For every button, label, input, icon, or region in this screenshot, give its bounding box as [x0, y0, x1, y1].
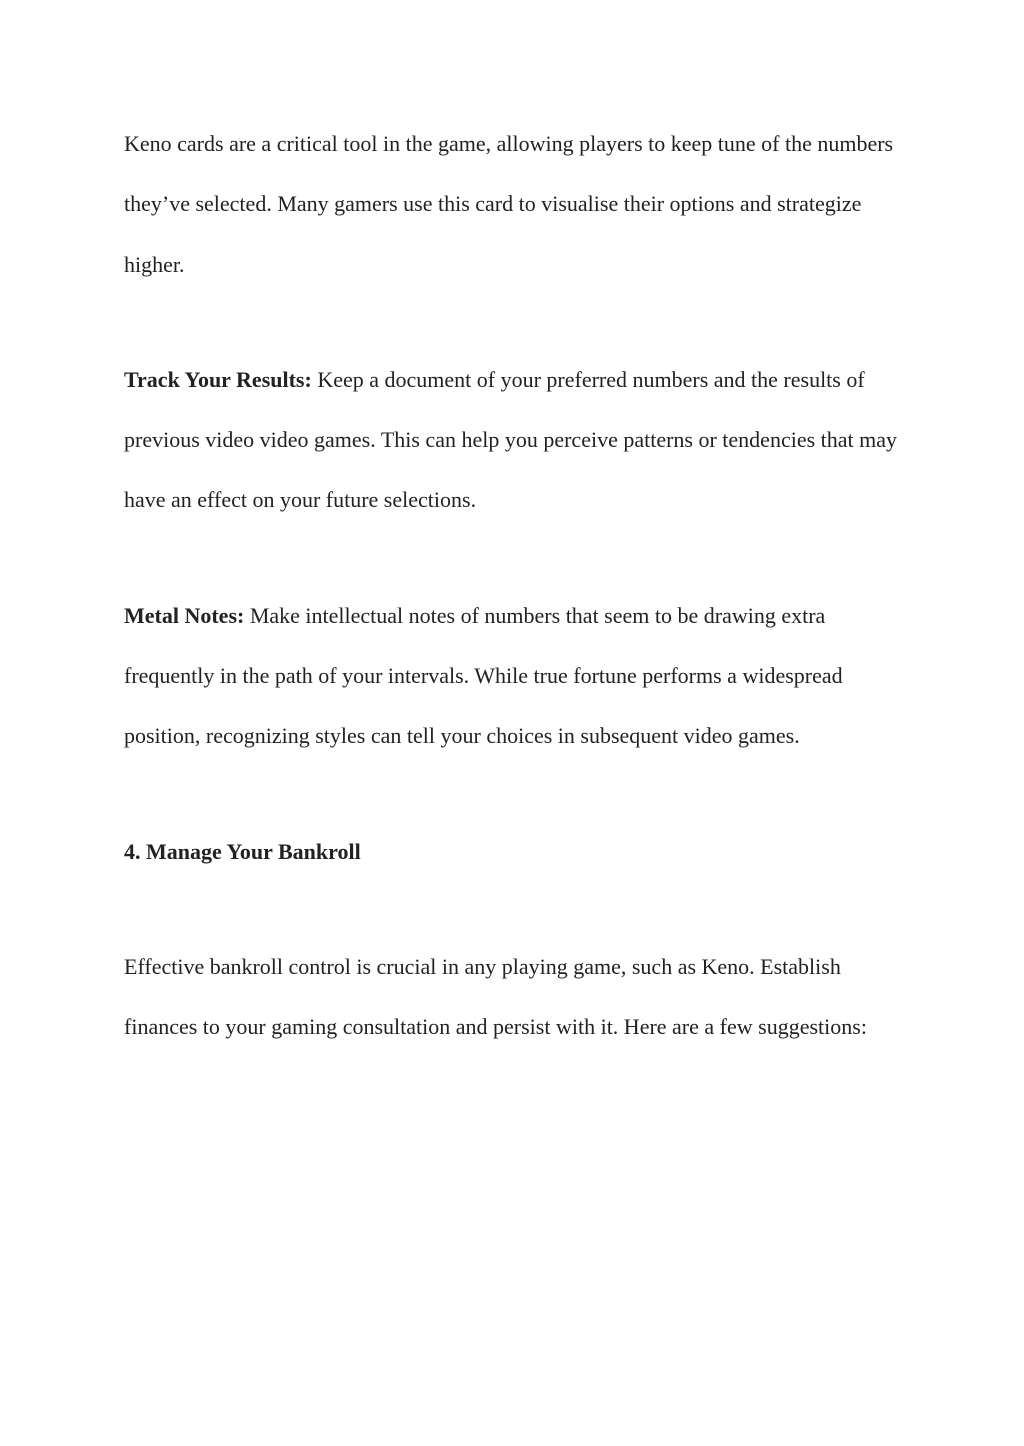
paragraph-text: Effective bankroll control is crucial in any playing game, such as Keno. Establish finances to your gaming consultation and persist with it. Here are a few suggestions:: [124, 953, 867, 1040]
paragraph-text: Keep a document of your preferred numbers and the results of previous video video games. This can help you perceive patterns or tendencies that may have an effect on your future selections.: [124, 366, 898, 513]
paragraph-keno-cards: [124, 114, 914, 295]
paragraph-lead: Metal Notes:: [124, 602, 245, 628]
paragraph-track-results: [124, 350, 914, 531]
paragraph-text: Keno cards are a critical tool in the game, allowing players to keep tune of the numbers they’ve selected. Many gamers use this card to visualise their options and strategize higher.: [124, 131, 894, 277]
document-page: [124, 114, 914, 1058]
paragraph-text: Make intellectual notes of numbers that seem to be drawing extra frequently in the path of your intervals. While true fortune performs a widespread position, recognizing styles can tell your choices in subsequent video games.: [124, 602, 843, 749]
paragraph-gap: [124, 767, 914, 822]
paragraph-gap: [124, 295, 914, 350]
paragraph-gap: [124, 531, 914, 586]
section-heading-text: 4. Manage Your Bankroll: [124, 838, 361, 864]
paragraph-lead: Track Your Results:: [124, 366, 312, 392]
paragraph-metal-notes: [124, 586, 914, 767]
paragraph-gap: [124, 882, 914, 937]
paragraph-bankroll: [124, 937, 914, 1058]
section-heading: [124, 822, 914, 882]
